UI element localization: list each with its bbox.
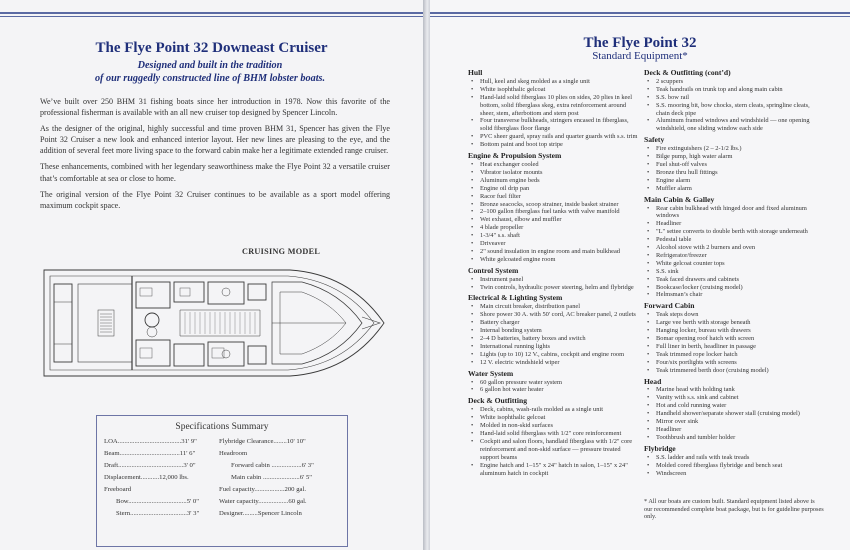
list-safety [644, 145, 820, 192]
cruising-model-layout-drawing [40, 262, 390, 384]
spec-displacement: Displacement...........12,000 lbs. [104, 474, 189, 481]
list-item: • Bottom paint and boot top stripe [468, 141, 640, 149]
list-item: • Fire extinguishers (2 – 2-1/2 lbs.) [644, 145, 820, 153]
list-item: • 2–4 D batteries, battery boxes and switch [468, 335, 640, 343]
list-item: • Hanging locker, bureau with drawers [644, 327, 820, 335]
list-item: • S.S. sink [644, 268, 820, 276]
spec-headroom-forward: Forward cabin ..................6' 3" [231, 462, 314, 469]
spec-headroom: Headroom [219, 450, 248, 457]
list-item: • Bronze thru hull fittings [644, 169, 820, 177]
list-flybridge [644, 454, 820, 478]
list-item: • 6 gallon hot water heater [468, 386, 640, 394]
list-item: • Toothbrush and tumbler holder [644, 434, 820, 442]
list-item: • Engine oil drip pan [468, 185, 640, 193]
list-item: • Bookcase/locker (cruising model) [644, 284, 820, 292]
list-main-cabin [644, 205, 820, 300]
spec-loa: LOA......................................31' 9" [104, 438, 197, 445]
list-item: • Rear cabin bulkhead with hinged door and fixed aluminum windows [644, 205, 820, 221]
list-electrical [468, 303, 640, 366]
section-title-hull: Hull [468, 68, 483, 77]
section-title-control: Control System [468, 265, 519, 275]
list-item: • White gelcoat counter tops [644, 260, 820, 268]
list-item: • Driveaver [468, 240, 640, 248]
equipment-column-2 [644, 66, 820, 477]
spec-headroom-main: Main cabin ......................6' 5" [231, 474, 313, 481]
section-title-safety: Safety [644, 135, 665, 145]
list-item: • "L" settee converts to double berth with storage underneath [644, 228, 820, 236]
list-deck-contd [644, 78, 820, 133]
section-title-deck: Deck & Outfitting [468, 396, 528, 406]
list-hull [468, 78, 640, 149]
right-page-title: The Flye Point 32 [583, 35, 697, 51]
list-item: • S.S. ladder and rails with teak treads [644, 454, 820, 462]
section-title-deck-contd: Deck & Outfitting (cont’d) [644, 68, 731, 77]
list-item: • White isophthalic gelcoat [468, 414, 640, 422]
list-item: • Headliner [644, 220, 820, 228]
list-item: • Full liner in berth, headliner in passage [644, 343, 820, 351]
list-item: • Teak handrails on trunk top and along main cabin [644, 86, 820, 94]
list-engine [468, 161, 640, 264]
list-item: • Vibrator isolator mounts [468, 169, 640, 177]
list-item: • Vanity with s.s. sink and cabinet [644, 394, 820, 402]
list-item: • Aluminum framed windows and windshield — one opening windshield, one sliding window each side [644, 117, 820, 133]
list-control [468, 276, 640, 292]
list-item: • Mirror over sink [644, 418, 820, 426]
list-forward-cabin [644, 311, 820, 374]
list-item: • Large vee berth with storage beneath [644, 319, 820, 327]
left-page-subtitle [60, 59, 360, 85]
subtitle-line-2: of our ruggedly constructed line of BHM lobster boats. [94, 73, 326, 84]
list-item: • Teak trimmered berth door (cruising model) [644, 367, 820, 375]
list-item: • Deck, cabins, wash-rails molded as a single unit [468, 406, 640, 414]
list-item: • Racor fuel filter [468, 193, 640, 201]
list-item: • Heat exchanger cooled [468, 161, 640, 169]
list-item: • 4 blade propeller [468, 224, 640, 232]
intro-paragraph: As the designer of the original, highly successful and time proven BHM 31, Spencer has given the Flye Point 32 Cruiser a new look and enhanced interior layout. Her new lines are pleasing to the eye, and the addition of several feet more living space to the forward cabin make her a legitimate extended range cruiser. [40, 124, 390, 156]
section-title-flybridge: Flybridge [644, 443, 676, 453]
list-item: • Molded cored fiberglass flybridge and bench seat [644, 462, 820, 470]
list-item: • Bronze seacocks, scoop strainer, inside basket strainer [468, 201, 640, 209]
specs-title: Specifications Summary [175, 422, 269, 432]
list-item: • Teak trimmed rope locker hatch [644, 351, 820, 359]
list-head [644, 386, 820, 441]
equipment-column-1 [468, 66, 640, 477]
list-item: • Engine hatch and 1–15" x 24" hatch in salon, 1–15" x 24" aluminum hatch in cockpit [468, 462, 640, 478]
section-title-engine: Engine & Propulsion System [468, 151, 562, 161]
spec-freeboard-stern: Stern..................................3' 3" [116, 510, 200, 517]
list-item: • Battery charger [468, 319, 640, 327]
list-item: • Hand-laid solid fiberglass with 1/2" core reinforcement [468, 430, 640, 438]
intro-paragraph: We’ve built over 250 BHM 31 fishing boats since her introduction in 1978. Now this favorite of the professional fisherman is available with an all new cruiser top designed by Spencer Lincoln. [40, 97, 390, 118]
list-item: • Twin controls, hydraulic power steering, helm and flybridge [468, 284, 640, 292]
list-item: • Alcohol stove with 2 burners and oven [644, 244, 820, 252]
list-item: • International running lights [468, 343, 640, 351]
list-item: • White gelcoated engine room [468, 256, 640, 264]
section-title-main-cabin: Main Cabin & Galley [644, 194, 715, 204]
list-item: • Engine alarm [644, 177, 820, 185]
top-rule [0, 12, 423, 14]
spec-freeboard: Freeboard [104, 486, 132, 493]
list-item: • Aluminum engine beds [468, 177, 640, 185]
list-item: • Bilge pump, high water alarm [644, 153, 820, 161]
list-item: • Marine head with holding tank [644, 386, 820, 394]
list-item: • Helmsman’s chair [644, 291, 820, 299]
list-item: • Cockpit and salon floors, handlaid fiberglass with 1/2" core reinforcement and non-skid surface — pressure treated support beams [468, 438, 640, 462]
list-item: • Headliner [644, 426, 820, 434]
list-item: • Pedestal table [644, 236, 820, 244]
list-item: • Hull, keel and skeg molded as a single unit [468, 78, 640, 86]
subtitle-line-1: Designed and built in the tradition [137, 60, 283, 71]
spec-freeboard-bow: Bow...................................5' 0" [116, 498, 200, 505]
top-rule-thin [430, 16, 850, 17]
list-item: • Internal bonding system [468, 327, 640, 335]
spec-designer: Designer.........Spencer Lincoln [219, 510, 302, 517]
page-gutter [423, 0, 430, 550]
list-item: • Windscreen [644, 470, 820, 478]
list-item: • Teak faced drawers and cabinets [644, 276, 820, 284]
spec-beam: Beam....................................11' 6" [104, 450, 196, 457]
list-item: • Lights (up to 10) 12 V., cabins, cockpit and engine room [468, 351, 640, 359]
specifications-summary-box [96, 415, 348, 547]
footnote: * All our boats are custom built. Standard equipment listed above is our recommended complete boat package, but is for guideline purposes only. [644, 498, 824, 521]
right-page-subtitle: Standard Equipment* [592, 50, 688, 62]
list-item: • Four/six portlights with screens [644, 359, 820, 367]
list-item: • Shore power 30 A. with 50' cord, AC breaker panel, 2 outlets [468, 311, 640, 319]
list-item: • White isophthalic gelcoat [468, 86, 640, 94]
section-title-water: Water System [468, 368, 514, 378]
list-item: • 2 scuppers [644, 78, 820, 86]
list-water [468, 379, 640, 395]
list-item: • 2" sound insulation in engine room and main bulkhead [468, 248, 640, 256]
list-item: • 60 gallon pressure water system [468, 379, 640, 387]
list-item: • Wet exhaust, elbow and muffler [468, 216, 640, 224]
intro-text [40, 96, 390, 216]
list-item: • S.S. bow rail [644, 94, 820, 102]
list-item: • PVC sheer guard, spray rails and quarter guards with s.s. trim [468, 133, 640, 141]
list-item: • Hand-laid solid fiberglass 10 plies on sides, 20 plies in keel bottom, solid fiberglass skeg, extra reinforcement around sheer, stem, afterbottom and stern post [468, 94, 640, 118]
list-item: • Main circuit breaker, distribution panel [468, 303, 640, 311]
top-rule [430, 12, 850, 14]
left-page-title: The Flye Point 32 Downeast Cruiser [95, 40, 328, 56]
cruising-model-label: CRUISING MODEL [242, 247, 321, 256]
list-item: • Bomar opening roof hatch with screen [644, 335, 820, 343]
list-item: • Instrument panel [468, 276, 640, 284]
list-item: • Four transverse bulkheads, stringers encased in fiberglass, solid fiberglass floor flange [468, 117, 640, 133]
list-item: • 12 V. electric windshield wiper [468, 359, 640, 367]
top-rule-thin [0, 16, 423, 17]
intro-paragraph: The original version of the Flye Point 32 Cruiser continues to be available as a sport model offering maximum cockpit space. [40, 189, 390, 210]
list-item: • Teak steps down [644, 311, 820, 319]
section-title-forward-cabin: Forward Cabin [644, 301, 695, 311]
list-item: • Refrigerator/freezer [644, 252, 820, 260]
list-deck [468, 406, 640, 477]
spec-water-capacity: Water capacity..................60 gal. [219, 498, 307, 505]
list-item: • Muffler alarm [644, 185, 820, 193]
spec-fuel-capacity: Fuel capacity..................200 gal. [219, 486, 307, 493]
section-title-electrical: Electrical & Lighting System [468, 293, 563, 303]
list-item: • S.S. mooring bit, bow chocks, stern cleats, springline cleats, chain deck pipe [644, 102, 820, 118]
list-item: • Molded in non-skid surfaces [468, 422, 640, 430]
list-item: • Fuel shut-off valves [644, 161, 820, 169]
intro-paragraph: These enhancements, combined with her legendary seaworthiness make the Flye Point 32 a versatile cruiser that’s comfortable at sea or close to home. [40, 162, 390, 183]
list-item: • 1-3/4" s.s. shaft [468, 232, 640, 240]
section-title-head: Head [644, 376, 662, 386]
list-item: • 2–100 gallon fiberglass fuel tanks with valve manifold [468, 208, 640, 216]
spec-draft: Draft.......................................3' 0" [104, 462, 196, 469]
spec-flybridge-clearance: Flybridge Clearance........10' 10" [219, 438, 306, 445]
list-item: • Hot and cold running water [644, 402, 820, 410]
list-item: • Handheld shower/separate shower stall (cruising model) [644, 410, 820, 418]
